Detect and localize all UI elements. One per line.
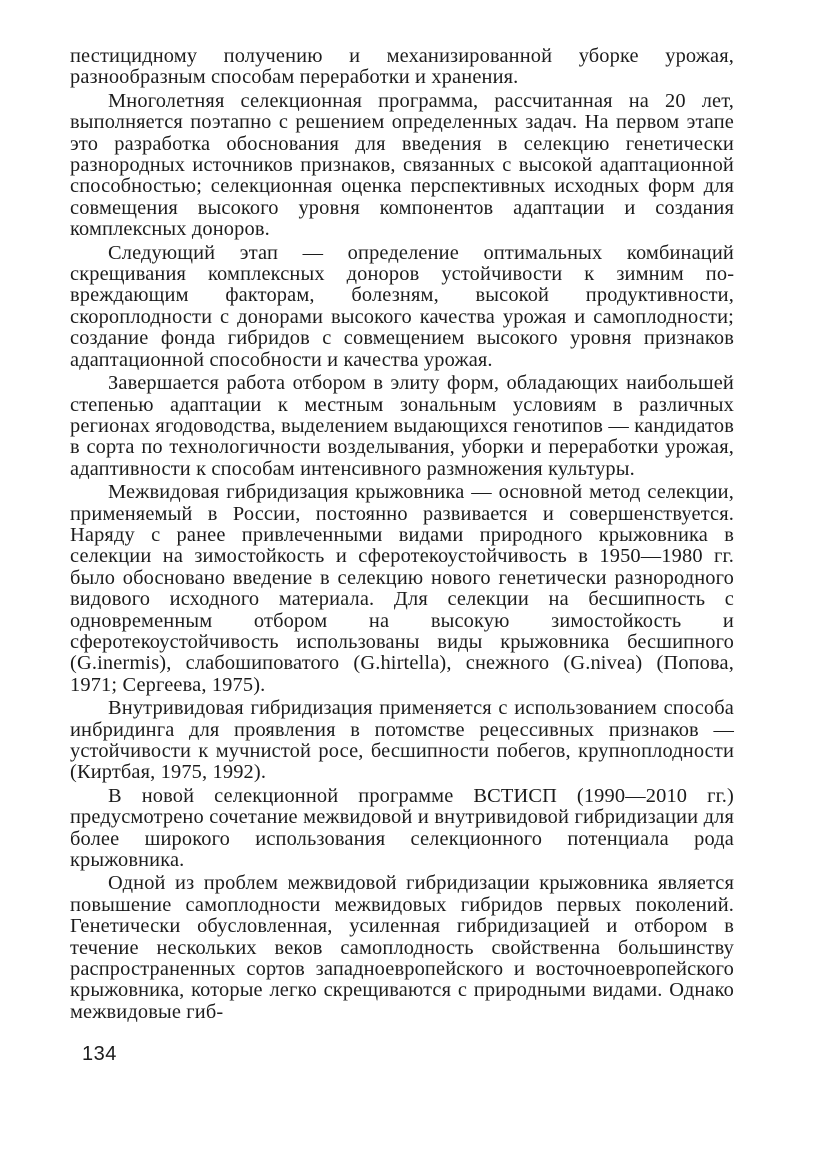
paragraph-1: пестицидному получению и механизированной уборке урожая, разнообразным способам переработки и хранения.	[70, 45, 734, 89]
paragraph-2: Многолетняя селекционная программа, рассчитанная на 20 лет, выполняется поэтапно с решением определенных задач. На первом этапе это разработка обоснования для введения в селекцию генетически разнородных источников признаков, связанных с высокой адаптационной способностью; селекционная оценка перспективных исходных форм для совмещения высокого уровня компонентов адаптации и создания комплексных доноров.	[70, 89, 734, 241]
paragraph-5: Межвидовая гибридизация крыжовника — основной метод селекции, применяемый в России, постоянно развивается и совершенствуется. Наряду с ранее привлеченными видами природного крыжовника в селекции на зимостойкость и сферотекоустойчивость в 1950—1980 гг. было обосновано введение в селекцию нового генетически разнородного видового исходного материала. Для селекции на бесшипность с одновременным отбором на высокую зимостойкость и сферотекоустойчивость использованы виды крыжовника бесшипного (G.inermis), слабошиповатого (G.hirtella), снежного (G.nivea) (Попова, 1971; Сергеева, 1975).	[70, 481, 734, 696]
page-number: 134	[82, 1043, 117, 1065]
paragraph-8: Одной из проблем межвидовой гибридизации крыжовника является повышение самоплодности межвидовых гибридов первых поколений. Генетически обусловленная, усиленная гибридизацией и отбором в течение нескольких веков самоплодность свойственна большинству распространенных сортов западноевропейского и восточноевропейского крыжовника, которые легко скрещиваются с природными видами. Однако межвидовые гиб-	[70, 872, 734, 1023]
paragraph-7: В новой селекционной программе ВСТИСП (1990—2010 гг.) предусмотрено сочетание межвидовой и внутривидовой гибридизации для более широкого использования селекционного потенциала рода крыжовника.	[70, 784, 734, 872]
page-body	[70, 46, 734, 1025]
paragraph-4: Завершается работа отбором в элиту форм, обладающих наибольшей степенью адаптации к местным зональным условиям в различных регионах ягодоводства, выделением выдающихся генотипов — кандидатов в сорта по технологичности возделывания, уборки и переработки урожая, адаптивности к способам интенсивного размножения культуры.	[70, 372, 734, 480]
paragraph-6: Внутривидовая гибридизация применяется с использованием способа инбридинга для проявления в потомстве рецессивных признаков — устойчивости к мучнистой росе, бесшипности побегов, крупноплодности (Киртбая, 1975, 1992).	[70, 697, 734, 784]
paragraph-3: Следующий этап — определение оптимальных комбинаций скрещивания комплексных доноров устойчивости к зимним повреждающим факторам, болезням, высокой продуктивности, скороплодности с донорами высокого качества урожая и самоплодности; создание фонда гибридов с совмещением высокого уровня признаков адаптационной способности и качества урожая.	[70, 241, 734, 371]
